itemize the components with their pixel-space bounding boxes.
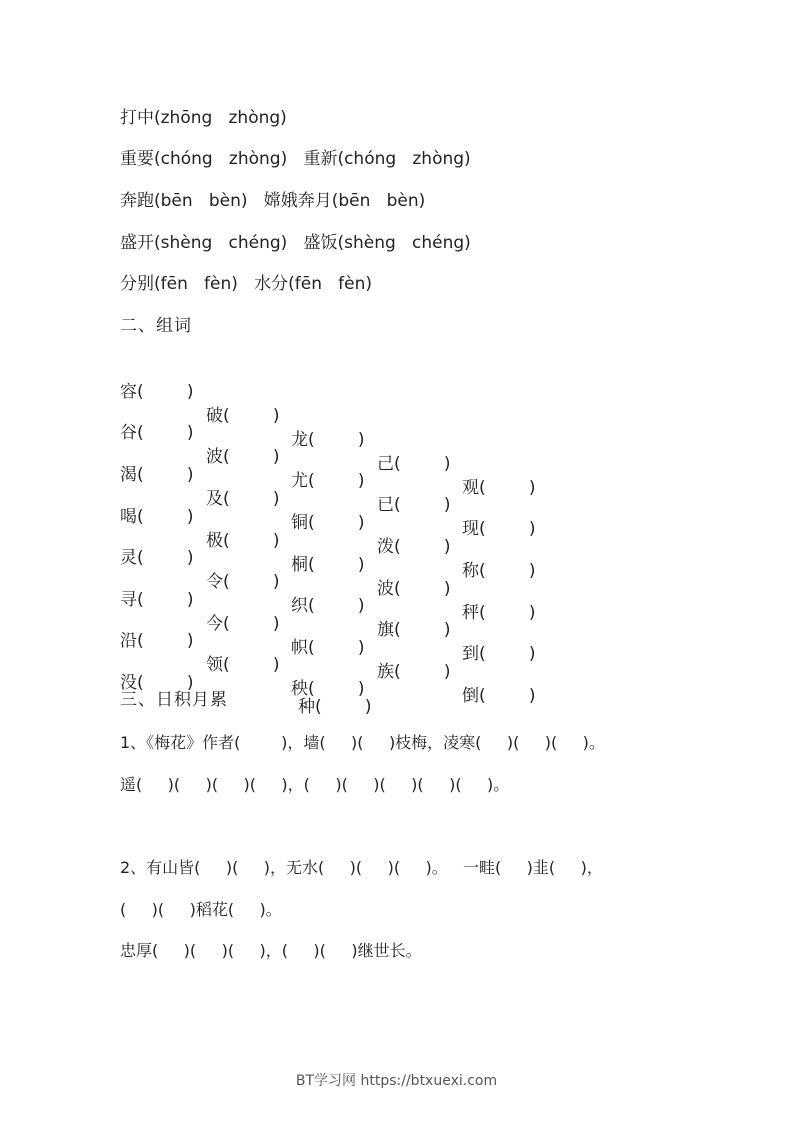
word-group-item[interactable]: 谷( ) [120,423,194,443]
word-group-item[interactable]: 铜( ) [291,513,365,533]
section-heading-accumulation: 三、日积月累 [120,690,228,710]
word-group-item[interactable]: 灵( ) [120,548,194,568]
word-group-item[interactable]: 破( ) [206,406,280,426]
pinyin-line: 盛开(shèng chéng) 盛饭(shèng chéng) [120,233,471,253]
word-group-item[interactable]: 今( ) [206,614,280,634]
word-group-item[interactable]: 帜( ) [291,638,365,658]
word-group-item[interactable]: 令( ) [206,572,280,592]
word-group-item[interactable]: 喝( ) [120,507,194,527]
word-group-row [0,439,793,581]
word-group-row [0,397,793,539]
word-group-row [0,481,793,623]
word-group-item[interactable]: 现( ) [462,519,536,539]
word-group-item[interactable]: 织( ) [291,596,365,616]
word-group-item[interactable]: 己( ) [377,454,451,474]
word-group-item[interactable]: 领( ) [206,655,280,675]
pinyin-line: 重要(chóng zhòng) 重新(chóng zhòng) [120,149,471,169]
word-group-item[interactable]: 泼( ) [377,537,451,557]
word-group-row [0,356,793,498]
word-group-row [0,522,793,664]
footer-watermark: BT学习网 https://btxuexi.com [295,1073,498,1089]
word-group-item[interactable]: 称( ) [462,561,536,581]
word-group-item[interactable]: 容( ) [120,382,194,402]
word-group-item[interactable]: 极( ) [206,531,280,551]
word-group-item[interactable]: 旗( ) [377,620,451,640]
word-group-item[interactable]: 倒( ) [462,686,536,706]
word-group-item[interactable]: 及( ) [206,489,280,509]
fill-blank-line[interactable]: 遥( )( )( )( )，( )( )( )( )( )。 [120,775,510,794]
word-group-item[interactable]: 波( ) [206,447,280,467]
word-group-item[interactable]: 桐( ) [291,555,365,575]
word-group-item[interactable]: 种( ) [298,697,372,717]
pinyin-line: 分别(fēn fèn) 水分(fēn fèn) [120,274,373,294]
word-group-item[interactable]: 渴( ) [120,465,194,485]
word-group-item[interactable]: 尤( ) [291,471,365,491]
word-group-item[interactable]: 波( ) [377,579,451,599]
word-group-item[interactable]: 观( ) [462,478,536,498]
fill-blank-line[interactable]: ( )( )稻花( )。 [120,900,282,919]
fill-blank-line[interactable]: 1、《梅花》作者( )，墙( )( )枝梅，凌寒( )( )( )。 [120,733,605,752]
word-group-item[interactable]: 已( ) [377,495,451,515]
fill-blank-line[interactable]: 2、有山皆( )( )，无水( )( )( )。 一畦( )韭( )， [120,858,603,877]
word-group-item[interactable]: 沿( ) [120,631,194,651]
word-group-row [0,605,793,699]
word-group-item[interactable]: 秧( ) [291,679,365,699]
word-group-item[interactable]: 族( ) [377,662,451,682]
word-group-item[interactable]: 秤( ) [462,603,536,623]
section-heading-word-groups: 二、组词 [120,316,192,336]
word-group-item[interactable]: 没( ) [120,673,194,693]
word-group-item[interactable]: 龙( ) [291,430,365,450]
pinyin-line: 奔跑(bēn bèn) 嫦娥奔月(bēn bèn) [120,191,426,211]
pinyin-line: 打中(zhōng zhòng) [120,108,287,128]
fill-blank-line[interactable]: 忠厚( )( )( )，( )( )继世长。 [120,941,422,960]
word-group-item[interactable]: 寻( ) [120,590,194,610]
word-group-item[interactable]: 到( ) [462,644,536,664]
